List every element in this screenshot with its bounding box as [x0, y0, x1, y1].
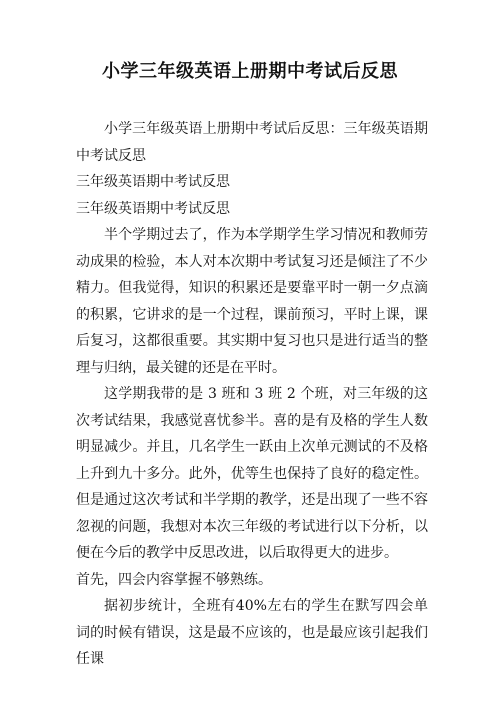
- paragraph-body-3: 据初步统计，全班有40%左右的学生在默写四会单词的时候有错误，这是最不应该的，也是最应该引起我们任课: [76, 598, 428, 667]
- paragraph-heading-2: 三年级英语期中考试反思: [76, 200, 230, 217]
- paragraph-body-2: 这学期我带的是 3 班和 3 班 2 个班，对三年级的这次考试结果，我感觉喜忧参半。喜的是有及格的学生人数明显减少。并且，几名学生一跃由上次单元测试的不及格上升到九十多分。此外，优等生也保持了良好的稳定性。但是通过这次考试和半学期的教学，还是出现了一些不容忽视的问题，我想对本次三年级的考试进行以下分析，以便在今后的教学中反思改进，以后取得更大的进步。: [76, 386, 428, 561]
- paragraph-point-1: 首先，四会内容掌握不够熟练。: [76, 571, 272, 588]
- paragraph-body-1: 半个学期过去了，作为本学期学生学习情况和教师劳动成果的检验，本人对本次期中考试复习还是倾注了不少精力。但我觉得，知识的积累还是要靠平时一朝一夕点滴的积累，它讲求的是一个过程，课前预习，平时上课，课后复习，这都很重要。其实期中复习也只是进行适当的整理与归纳，最关键的还是在平时。: [76, 227, 428, 376]
- document-body: [76, 116, 428, 673]
- paragraph-intro: 小学三年级英语上册期中考试后反思：三年级英语期中考试反思: [76, 121, 428, 164]
- document-title: 小学三年级英语上册期中考试后反思: [102, 61, 398, 82]
- paragraph-heading-1: 三年级英语期中考试反思: [76, 174, 230, 190]
